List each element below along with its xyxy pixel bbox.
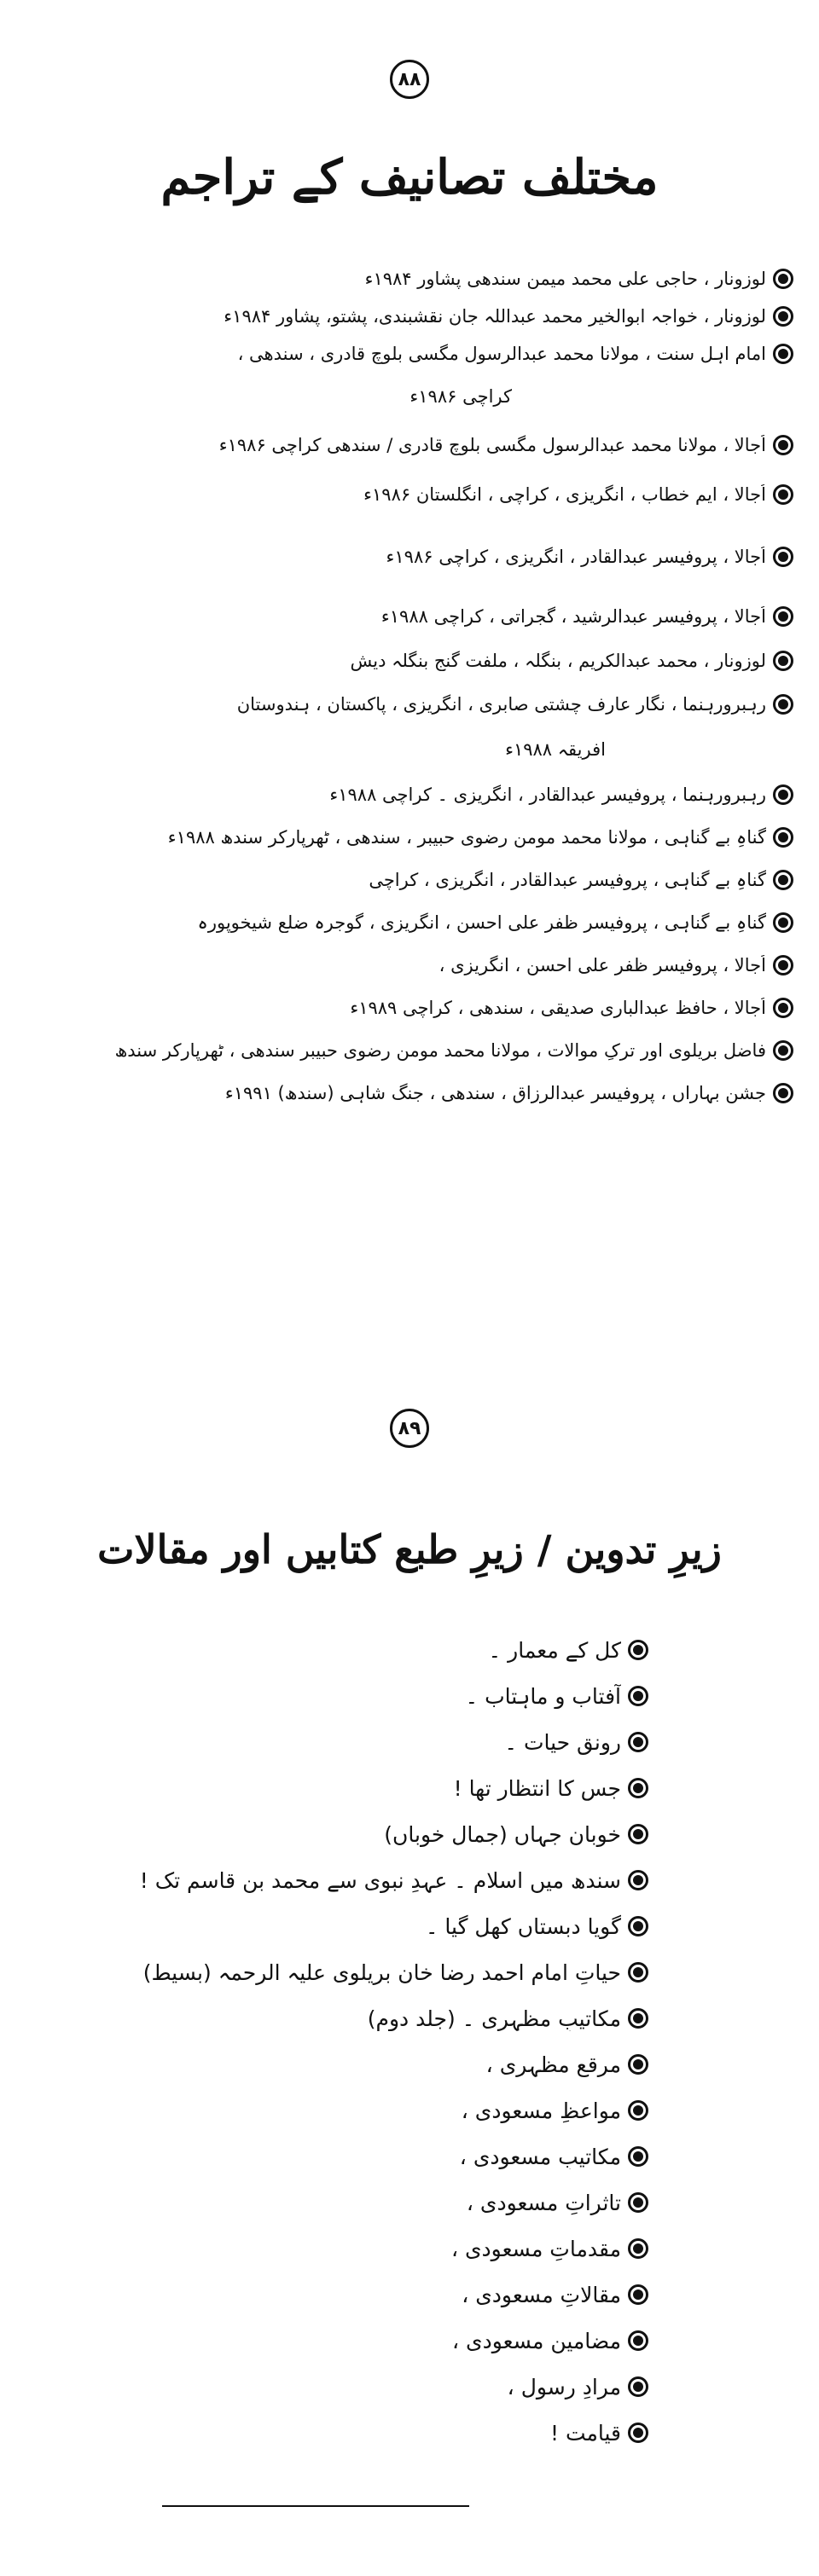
bullet-icon	[773, 269, 793, 289]
bullet-icon	[628, 1916, 648, 1936]
bullet-icon	[773, 998, 793, 1018]
bullet-icon	[628, 2008, 648, 2029]
list-item: گویا دبستاں کھل گیا ۔	[26, 1903, 785, 1949]
bullet-icon	[628, 2192, 648, 2213]
list-item: لوزونار ، محمد عبدالکریم ، بنگلہ ، ملفت گنج بنگلہ دیش	[26, 639, 793, 683]
bullet-icon	[773, 1083, 793, 1103]
list-item: رہبرورہنما ، پروفیسر عبدالقادر ، انگریزی ۔ کراچی ۱۹۸۸ء	[26, 773, 793, 816]
list-item: گناہِ بے گناہی ، مولانا محمد مومن رضوی حبیبر ، سندھی ، ٹھرپارکر سندھ ۱۹۸۸ء	[26, 816, 793, 859]
bullet-icon	[628, 1640, 648, 1660]
list-item: گناہِ بے گناہی ، پروفیسر ظفر علی احسن ، انگریزی ، گوجرہ ضلع شیخوپورہ	[26, 901, 793, 944]
list-item: اُجالا ، ایم خطاب ، انگریزی ، کراچی ، انگلستان ۱۹۸۶ء	[26, 470, 793, 519]
list-item: اُجالا ، پروفیسر ظفر علی احسن ، انگریزی ،	[26, 944, 793, 987]
page-number-89	[390, 1409, 429, 1448]
bullet-icon	[773, 912, 793, 933]
list-item-continuation: افریقہ ۱۹۸۸ء	[505, 739, 606, 760]
bullet-icon	[628, 1962, 648, 1983]
list-item: اُجالا ، مولانا محمد عبدالرسول مگسی بلوچ قادری / سندھی کراچی ۱۹۸۶ء	[26, 420, 793, 470]
bullet-icon	[773, 870, 793, 890]
bullet-icon	[628, 2330, 648, 2351]
list-item: کل کے معمار ۔	[26, 1627, 785, 1673]
bullet-icon	[628, 2054, 648, 2075]
section-title-forthcoming: زیرِ تدوین / زیرِ طبع کتابیں اور مقالات	[97, 1526, 722, 1572]
list-item: مکاتیبِ مظہری ۔ (جلد دوم)	[26, 1995, 785, 2041]
page-number-text: ۸۹	[398, 1417, 421, 1439]
bullet-icon	[773, 1040, 793, 1061]
list-item: جس کا انتظار تھا !	[26, 1765, 785, 1811]
list-item: فاضل بریلوی اور ترکِ موالات ، مولانا محمد مومن رضوی حبیبر سندھی ، ٹھرپارکر سندھ	[26, 1029, 793, 1072]
list-item: رہبرورہنما ، نگار عارف چشتی صابری ، انگریزی ، پاکستان ، ہندوستان	[26, 683, 793, 726]
bullet-icon	[773, 651, 793, 671]
bullet-icon	[773, 547, 793, 567]
list-item: گناہِ بے گناہی ، پروفیسر عبدالقادر ، انگریزی ، کراچی	[26, 859, 793, 901]
list-item: مکاتیبِ مسعودی ،	[26, 2133, 785, 2179]
bullet-icon	[773, 606, 793, 627]
list-item: لوزونار ، خواجہ ابوالخیر محمد عبداللہ جان نقشبندی، پشتو، پشاور ۱۹۸۴ء	[26, 298, 793, 335]
list-item: آفتاب و ماہتاب ۔	[26, 1673, 785, 1719]
bullet-icon	[773, 955, 793, 975]
page-number-88	[390, 60, 429, 99]
bullet-icon	[628, 2100, 648, 2121]
list-item: تاثراتِ مسعودی ،	[26, 2179, 785, 2226]
list-item: قیامت !	[26, 2410, 785, 2456]
bullet-icon	[773, 827, 793, 848]
bullet-icon	[773, 484, 793, 505]
bullet-icon	[628, 1778, 648, 1798]
list-item: حیاتِ امام احمد رضا خان بریلوی علیہ الرحمہ (بسیط)	[26, 1949, 785, 1995]
page-number-text: ۸۸	[398, 68, 421, 90]
bullet-icon	[773, 694, 793, 715]
bullet-icon	[773, 784, 793, 805]
section-title-translations: مختلف تصانیف کے تراجم	[160, 149, 659, 206]
footer-rule	[162, 2505, 469, 2507]
translations-list	[26, 260, 793, 1114]
list-item: خوبانِ جہاں (جمالِ خوباں)	[26, 1811, 785, 1857]
bullet-icon	[628, 2146, 648, 2167]
list-item: مرادِ رسول ،	[26, 2364, 785, 2410]
list-item: مقالاتِ مسعودی ،	[26, 2272, 785, 2318]
bullet-icon	[628, 1686, 648, 1706]
list-item: رونقِ حیات ۔	[26, 1719, 785, 1765]
forthcoming-list	[26, 1627, 785, 2456]
list-item-continuation: کراچی ۱۹۸۶ء	[410, 386, 512, 407]
list-item: امام اہلِ سنت ، مولانا محمد عبدالرسول مگسی بلوچ قادری ، سندھی ،	[26, 335, 793, 373]
list-item: اُجالا ، پروفیسر عبدالرشید ، گجراتی ، کراچی ۱۹۸۸ء	[26, 594, 793, 639]
bullet-icon	[628, 1824, 648, 1844]
list-item: اُجالا ، حافظ عبدالباری صدیقی ، سندھی ، کراچی ۱۹۸۹ء	[26, 987, 793, 1029]
bullet-icon	[628, 2284, 648, 2305]
bullet-icon	[773, 435, 793, 455]
bullet-icon	[628, 2238, 648, 2259]
bullet-icon	[628, 2423, 648, 2443]
bullet-icon	[628, 1870, 648, 1890]
list-item: جشن بہاراں ، پروفیسر عبدالرزاق ، سندھی ، جنگ شاہی (سندھ) ۱۹۹۱ء	[26, 1072, 793, 1114]
list-item: مقدماتِ مسعودی ،	[26, 2226, 785, 2272]
bullet-icon	[628, 1732, 648, 1752]
list-item: لوزونار ، حاجی علی محمد میمن سندھی پشاور ۱۹۸۴ء	[26, 260, 793, 298]
list-item: مواعظِ مسعودی ،	[26, 2087, 785, 2133]
bullet-icon	[628, 2376, 648, 2397]
list-item: سندھ میں اسلام ۔ عہدِ نبوی سے محمد بن قاسم تک !	[26, 1857, 785, 1903]
bullet-icon	[773, 344, 793, 364]
list-item: مضامینِ مسعودی ،	[26, 2318, 785, 2364]
list-item: مرقعِ مظہری ،	[26, 2041, 785, 2087]
list-item: اُجالا ، پروفیسر عبدالقادر ، انگریزی ، کراچی ۱۹۸۶ء	[26, 519, 793, 594]
bullet-icon	[773, 306, 793, 327]
